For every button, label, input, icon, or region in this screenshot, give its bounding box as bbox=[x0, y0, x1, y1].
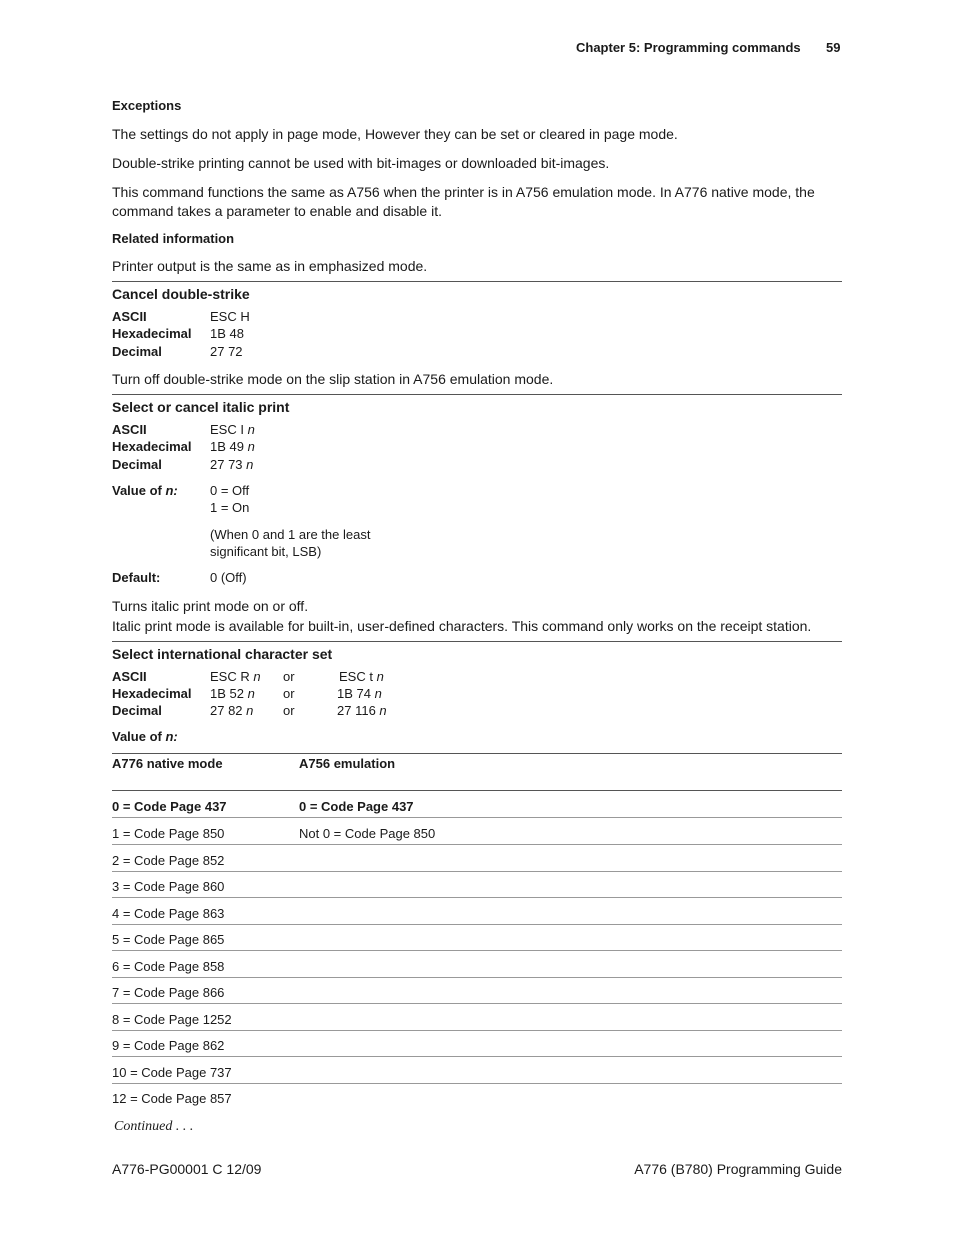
table-row-rule bbox=[112, 897, 842, 898]
footer-doc-id: A776-PG00001 C 12/09 bbox=[112, 1161, 262, 1177]
italic-title: Select or cancel italic print bbox=[112, 399, 290, 415]
value-note-line-2: significant bit, LSB) bbox=[210, 544, 322, 559]
italic-description-1: Turns italic print mode on or off. bbox=[112, 598, 309, 614]
ascii-alt-value: ESC t n bbox=[339, 669, 384, 684]
ascii-value: ESC I n bbox=[210, 422, 255, 437]
table-row-rule bbox=[112, 817, 842, 818]
table-row-rule bbox=[112, 844, 842, 845]
table-cell-native: 6 = Code Page 858 bbox=[112, 958, 225, 974]
exceptions-paragraph-3-line-1: This command functions the same as A756 when the printer is in A756 emulation mode. In A776 native mode, the bbox=[112, 184, 815, 200]
table-cell-emulation: 0 = Code Page 437 bbox=[299, 799, 414, 814]
table-row-rule bbox=[112, 1083, 842, 1084]
related-heading: Related information bbox=[112, 231, 235, 246]
table-cell-native: 7 = Code Page 866 bbox=[112, 985, 225, 1000]
table-cell-native: 8 = Code Page 1252 bbox=[112, 1011, 232, 1027]
table-cell-native: 5 = Code Page 865 bbox=[112, 932, 225, 947]
table-row-rule bbox=[112, 1056, 842, 1057]
default-label: Default: bbox=[112, 570, 161, 585]
hex-label: Hexadecimal bbox=[112, 439, 192, 454]
value-of-n-label: Value of n: bbox=[112, 483, 178, 498]
table-cell-native: 3 = Code Page 860 bbox=[112, 879, 225, 894]
decimal-value: 27 73 n bbox=[210, 457, 254, 472]
decimal-label: Decimal bbox=[112, 703, 162, 718]
decimal-label: Decimal bbox=[112, 344, 162, 359]
italic-description-2: Italic print mode is available for built-in, user-defined characters. This command only works on the receipt station. bbox=[112, 618, 812, 634]
table-cell-native: 1 = Code Page 850 bbox=[112, 826, 225, 841]
decimal-value: 27 82 n bbox=[210, 703, 254, 718]
ascii-label: ASCII bbox=[112, 309, 147, 324]
hex-value: 1B 49 n bbox=[210, 439, 255, 454]
page-number: 59 bbox=[826, 40, 841, 55]
table-row-rule bbox=[112, 977, 842, 978]
decimal-alt-value: 27 116 n bbox=[337, 703, 387, 718]
exceptions-paragraph-1: The settings do not apply in page mode, However they can be set or cleared in page mode. bbox=[112, 126, 678, 142]
chapter-header: Chapter 5: Programming commands bbox=[576, 40, 801, 55]
table-cell-native: 9 = Code Page 862 bbox=[112, 1038, 225, 1053]
value-off: 0 = Off bbox=[210, 483, 250, 498]
value-of-n-label: Value of n: bbox=[112, 729, 178, 744]
or-text: or bbox=[283, 686, 295, 701]
ascii-label: ASCII bbox=[112, 669, 147, 684]
or-text: or bbox=[283, 703, 295, 718]
hex-value: 1B 52 n bbox=[210, 686, 255, 701]
default-value: 0 (Off) bbox=[210, 570, 247, 585]
table-cell-native: 10 = Code Page 737 bbox=[112, 1064, 232, 1080]
table-row-rule bbox=[112, 950, 842, 951]
cancel-double-strike-title: Cancel double-strike bbox=[112, 286, 250, 302]
cancel-double-strike-description: Turn off double-strike mode on the slip station in A756 emulation mode. bbox=[112, 371, 554, 387]
ascii-label: ASCII bbox=[112, 422, 147, 437]
table-cell-native: 12 = Code Page 857 bbox=[112, 1091, 232, 1106]
decimal-value: 27 72 bbox=[210, 344, 243, 359]
exceptions-paragraph-3-line-2: command takes a parameter to enable and disable it. bbox=[112, 203, 442, 219]
ascii-value: ESC H bbox=[210, 309, 250, 324]
table-cell-native: 0 = Code Page 437 bbox=[112, 799, 227, 814]
continued-note: Continued . . . bbox=[114, 1119, 194, 1134]
hex-value: 1B 48 bbox=[210, 326, 244, 341]
table-row-rule bbox=[112, 1030, 842, 1031]
table-header-rule bbox=[112, 790, 842, 791]
section-divider bbox=[112, 281, 842, 282]
value-note-line-1: (When 0 and 1 are the least bbox=[210, 527, 371, 542]
hex-alt-value: 1B 74 n bbox=[337, 686, 382, 701]
table-header-native: A776 native mode bbox=[112, 756, 223, 771]
table-header-emulation: A756 emulation bbox=[299, 756, 396, 771]
or-text: or bbox=[283, 669, 295, 684]
exceptions-paragraph-2: Double-strike printing cannot be used with bit-images or downloaded bit-images. bbox=[112, 155, 610, 171]
table-cell-native: 2 = Code Page 852 bbox=[112, 852, 225, 868]
related-paragraph: Printer output is the same as in emphasized mode. bbox=[112, 258, 428, 274]
footer-guide-title: A776 (B780) Programming Guide bbox=[634, 1161, 842, 1177]
value-on: 1 = On bbox=[210, 500, 250, 515]
table-cell-native: 4 = Code Page 863 bbox=[112, 905, 225, 921]
intl-title: Select international character set bbox=[112, 646, 333, 662]
hex-label: Hexadecimal bbox=[112, 326, 192, 341]
ascii-value: ESC R n bbox=[210, 669, 261, 684]
table-row-rule bbox=[112, 924, 842, 925]
table-top-rule bbox=[112, 753, 842, 754]
section-divider bbox=[112, 394, 842, 395]
table-cell-emulation: Not 0 = Code Page 850 bbox=[299, 826, 436, 841]
table-row-rule bbox=[112, 871, 842, 872]
hex-label: Hexadecimal bbox=[112, 686, 192, 701]
table-row-rule bbox=[112, 1003, 842, 1004]
section-divider bbox=[112, 641, 842, 642]
decimal-label: Decimal bbox=[112, 457, 162, 472]
exceptions-heading: Exceptions bbox=[112, 98, 182, 113]
